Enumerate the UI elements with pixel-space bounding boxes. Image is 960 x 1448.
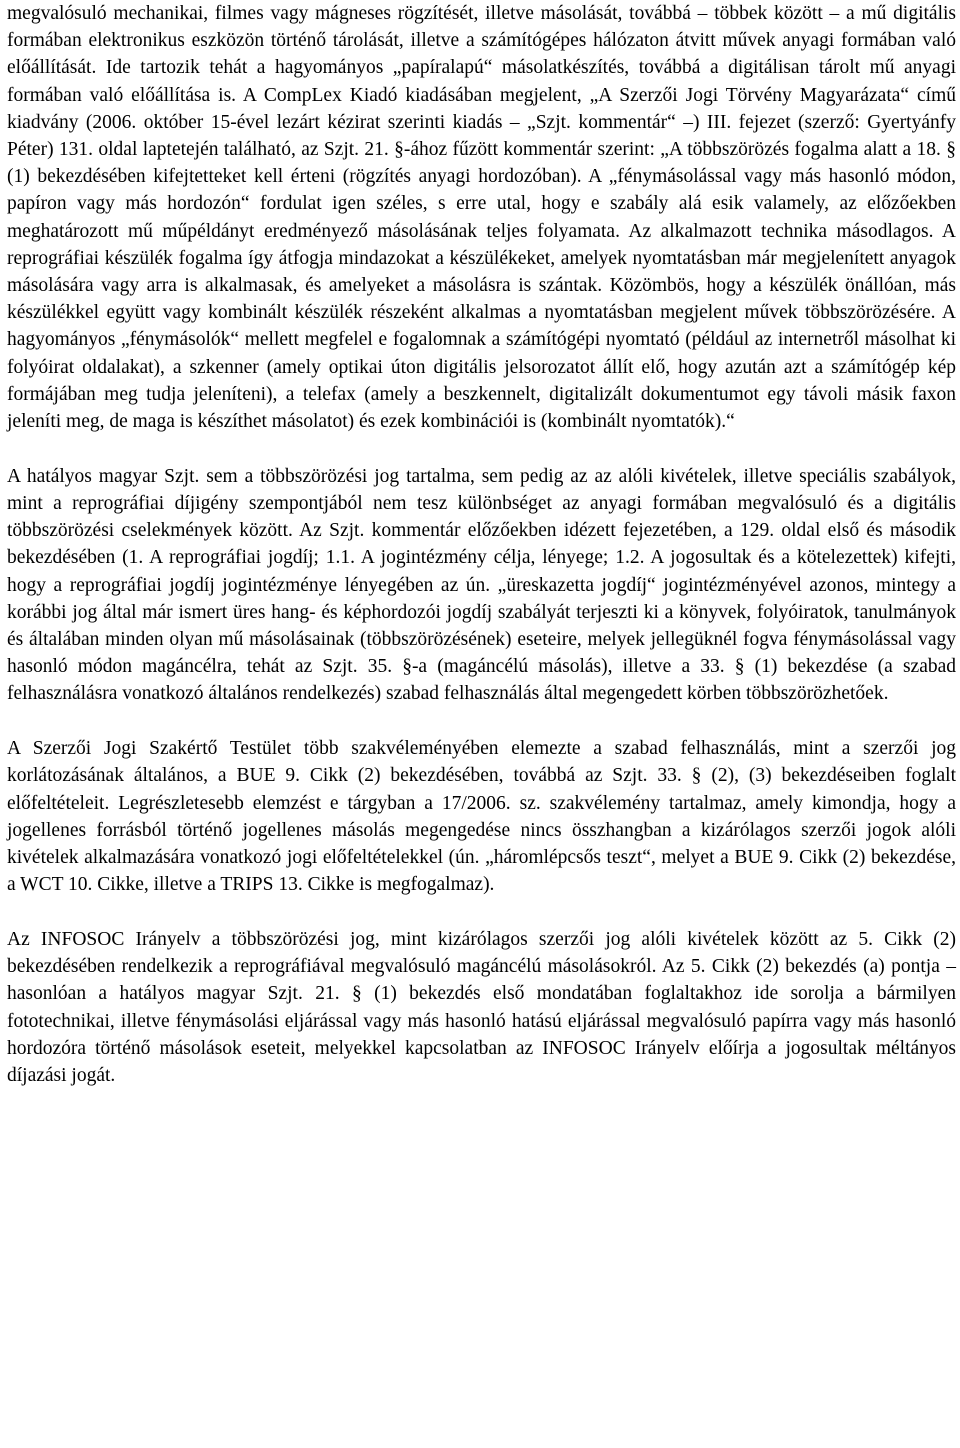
- paragraph-1: megvalósuló mechanikai, filmes vagy mágneses rögzítését, illetve másolását, továbbá – többek között – a mű digitális formában elektronikus eszközön történő tárolását, illetve a számítógépes hálózaton átvitt művek anyagi formában való előállítását. Ide tartozik tehát a hagyományos „papíralapú“ másolatkészítés, továbbá a digitálisan tárolt mű anyagi formában való előállítása is. A CompLex Kiadó kiadásában megjelent, „A Szerzői Jogi Törvény Magyarázata“ című kiadvány (2006. október 15-ével lezárt kézirat szerinti kiadás – „Szjt. kommentár“ –) III. fejezet (szerző: Gyertyánfy Péter) 131. oldal laptetején található, az Szjt. 21. §-ához fűzött kommentár szerint: „A többszörözés fogalma alatt a 18. § (1) bekezdésében kifejtetteket kell érteni (rögzítés anyagi hordozóban). A „fénymásolással vagy más hasonló módon, papíron vagy más hordozón“ fordulat igen széles, s erre utal, hogy e szabály alá esik valamely, az előzőekben meghatározott mű műpéldányt eredményező másolásának teljes folyamata. Az alkalmazott technika másodlagos. A reprográfiai készülék fogalma így átfogja mindazokat a készülékeket, amelyek nyomtatásban már megjelenített anyagok másolására vagy arra is alkalmasak, és amelyeket a másolásra is szántak. Közömbös, hogy a készülék önállóan, más készülékkel együtt vagy kombinált készülék részeként alkalmas a nyomtatásban megjelent művek többszörözésére. A hagyományos „fénymásolók“ mellett megfelel e fogalomnak a számítógépi nyomtató (például az internetről másolhat ki folyóirat oldalakat), a szkenner (amely optikai úton digitális jelsorozatot állít elő, hogy azután azt a számítógép kép formájában meg tudja jeleníteni), a telefax (amely a beszkennelt, digitalizált dokumentumot egy távoli másik faxon jeleníti meg, de maga is készíthet másolatot) és ezek kombinációi is (kombinált nyomtatók).“: [7, 3, 956, 433]
- paragraph-spacer: [7, 708, 956, 736]
- paragraph-4: Az INFOSOC Irányelv a többszörözési jog, mint kizárólagos szerzői jog alóli kivételek között az 5. Cikk (2) bekezdésében rendelkezik a reprográfiával megvalósuló magáncélú másolásokról. Az 5. Cikk (2) bekezdés (a) pontja – hasonlóan a hatályos magyar Szjt. 21. § (1) bekezdés első mondatában foglaltakhoz ide sorolja a bármilyen fototechnikai, illetve fénymásolási eljárással vagy más hasonló hatású eljárással megvalósuló papírra vagy más hasonló hordozóra történő másolások eseteit, melyekkel kapcsolatban az INFOSOC Irányelv előírja a jogosultak méltányos díjazási jogát.: [7, 929, 956, 1087]
- paragraph-2: A hatályos magyar Szjt. sem a többszörözési jog tartalma, sem pedig az az alóli kivételek, illetve speciális szabályok, mint a reprográfiai díjigény szempontjából nem tesz különbséget az anyagi formában megvalósuló és a digitális többszörözési cselekmények között. Az Szjt. kommentár előzőekben idézett fejezetében, a 129. oldal első és második bekezdésében (1. A reprográfiai jogdíj; 1.1. A jogintézmény célja, lényege; 1.2. A jogosultak és a kötelezettek) kifejti, hogy a reprográfiai jogdíj jogintézménye lényegében az ún. „üreskazetta jogdíj“ jogintézményével azonos, mintegy a korábbi jog által már ismert üres hang- és képhordozói jogdíj szabályát terjeszti ki a könyvek, folyóiratok, tanulmányok és általában minden olyan mű másolásainak (többszörözésének) eseteire, melyek jellegüknél fogva fénymásolással vagy hasonló módon magáncélra, tehát az Szjt. 35. §-a (magáncélú másolás), illetve a 33. § (1) bekezdése (a szabad felhasználásra vonatkozó általános rendelkezés) szabad felhasználás által megengedett körben többszörözhetőek.: [7, 465, 956, 705]
- paragraph-3: A Szerzői Jogi Szakértő Testület több szakvéleményében elemezte a szabad felhasználás, mint a szerzői jog korlátozásának általános, a BUE 9. Cikk (2) bekezdésében, továbbá az Szjt. 33. § (2), (3) bekezdéseiben foglalt előfeltételeit. Legrészletesebb elemzést e tárgyban a 17/2006. sz. szakvélemény tartalmaz, amely kimondja, hogy a jogellenes forrásból történő jogellenes másolás megengedése nincs összhangban a kizárólagos szerzői jogok alóli kivételek alkalmazására vonatkozó jogi előfeltételekkel (ún. „háromlépcsős teszt“, melyet a BUE 9. Cikk (2) bekezdése, a WCT 10. Cikke, illetve a TRIPS 13. Cikke is megfogalmaz).: [7, 738, 956, 896]
- paragraph-spacer: [7, 435, 956, 463]
- paragraph-spacer: [7, 898, 956, 926]
